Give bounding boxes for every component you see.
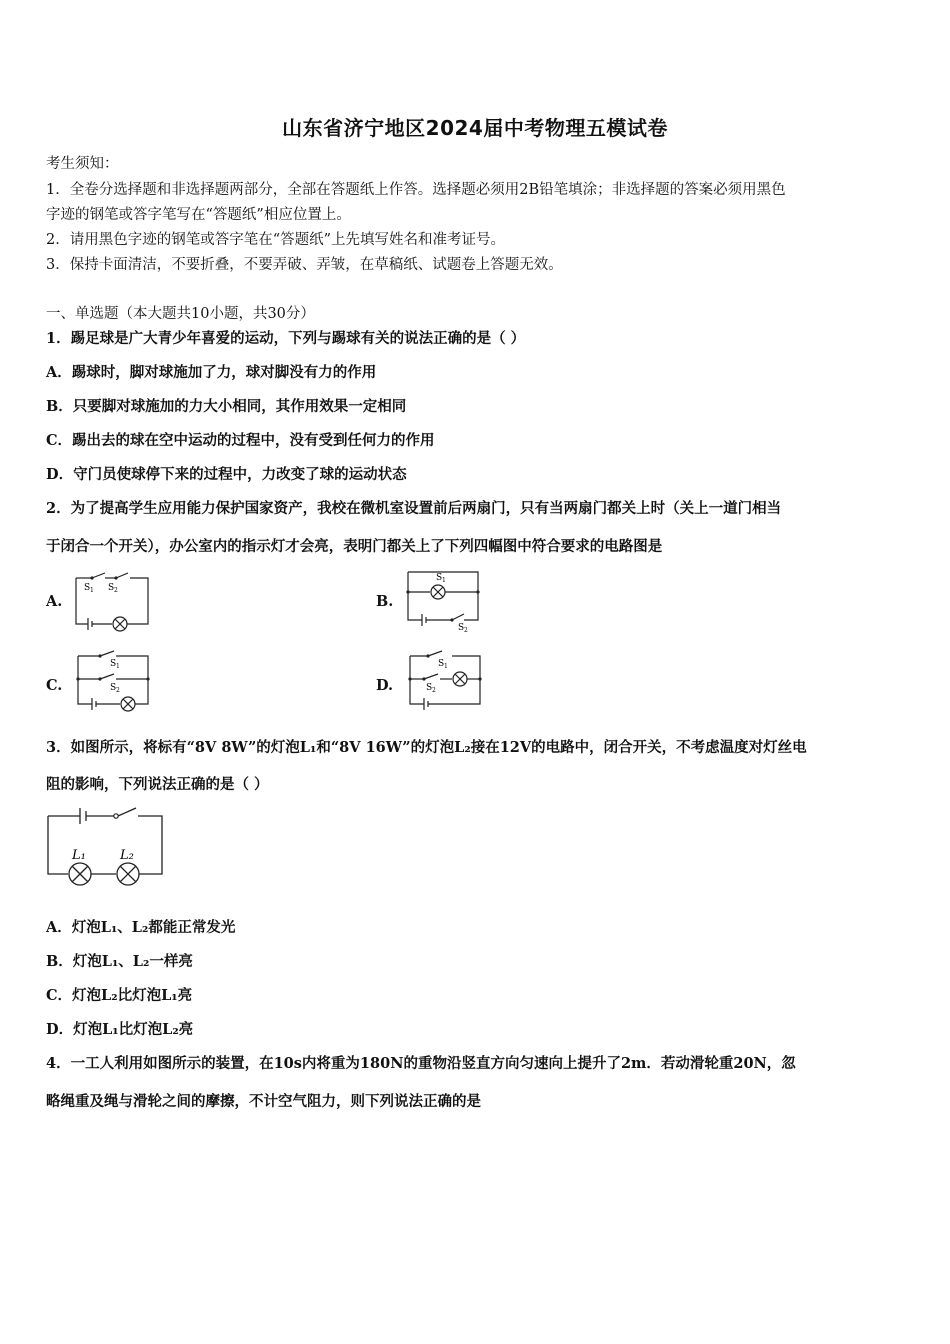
switch-s1-sub: 1	[90, 587, 94, 594]
lamp-l2-label: L₂	[120, 848, 134, 863]
switch-s1-sub: 1	[442, 577, 446, 584]
q3-option-b: B．灯泡L₁、L₂一样亮	[46, 953, 193, 970]
q3-stem-line2: 阻的影响，下列说法正确的是（ ）	[46, 776, 269, 793]
switch-s2-label: S	[108, 583, 115, 593]
switch-s1-label: S	[438, 659, 445, 669]
notice-item: 字迹的钢笔或答字笔写在“答题纸”相应位置上。	[46, 207, 351, 223]
section-heading: 一、单选题（本大题共10小题，共30分）	[46, 306, 315, 322]
switch-s1-sub: 1	[116, 663, 120, 670]
switch-s2-sub: 2	[432, 687, 436, 694]
q3-option-a: A．灯泡L₁、L₂都能正常发光	[46, 919, 236, 936]
switch-s1-label: S	[436, 573, 443, 583]
q3-option-c: C．灯泡L₂比灯泡L₁亮	[46, 987, 193, 1004]
switch-s2-sub: 2	[116, 687, 120, 694]
q1-option-b: B．只要脚对球施加的力大小相同，其作用效果一定相同	[46, 398, 407, 415]
q4-stem-line1: 4．一工人利用如图所示的装置，在10s内将重为180N的重物沿竖直方向匀速向上提升了2m．若动滑轮重20N，忽	[46, 1055, 796, 1072]
switch-s1-label: S	[110, 659, 117, 669]
notice-item: 2．请用黑色字迹的钢笔或答字笔在“答题纸”上先填写姓名和准考证号。	[46, 232, 506, 248]
circuit-q3-diagram	[44, 804, 170, 888]
switch-s2-sub: 2	[464, 627, 468, 634]
notice-item: 3．保持卡面清洁，不要折叠，不要弄破、弄皱，在草稿纸、试题卷上答题无效。	[46, 257, 563, 273]
circuit-a-diagram	[70, 566, 160, 632]
page-title: 山东省济宁地区2024届中考物理五模试卷	[282, 116, 668, 140]
q1-option-d: D．守门员使球停下来的过程中，力改变了球的运动状态	[46, 466, 407, 483]
notice-heading: 考生须知：	[46, 156, 119, 172]
circuit-c-diagram	[70, 650, 160, 716]
q2-label-d: D.	[376, 677, 394, 694]
switch-s2-label: S	[458, 623, 465, 633]
q2-label-c: C.	[46, 677, 63, 694]
switch-s2-sub: 2	[114, 587, 118, 594]
switch-s1-label: S	[84, 583, 91, 593]
q1-stem: 1．踢足球是广大青少年喜爱的运动，下列与踢球有关的说法正确的是（ ）	[46, 330, 526, 347]
circuit-b-diagram	[402, 566, 492, 632]
notice-item: 1．全卷分选择题和非选择题两部分，全部在答题纸上作答。选择题必须用2B铅笔填涂；非选择题的答案必须用黑色	[46, 182, 786, 198]
q2-stem-line2: 于闭合一个开关），办公室内的指示灯才会亮，表明门都关上了下列四幅图中符合要求的电路图是	[46, 538, 663, 555]
q3-option-d: D．灯泡L₁比灯泡L₂亮	[46, 1021, 194, 1038]
switch-s2-label: S	[110, 683, 117, 693]
lamp-l1-label: L₁	[72, 848, 86, 863]
q2-label-a: A.	[46, 593, 63, 610]
switch-s2-label: S	[426, 683, 433, 693]
circuit-d-diagram	[402, 650, 492, 716]
q3-stem-line1: 3．如图所示，将标有“8V 8W”的灯泡L₁和“8V 16W”的灯泡L₂接在12V的电路中，闭合开关，不考虑温度对灯丝电	[46, 739, 807, 756]
q4-stem-line2: 略绳重及绳与滑轮之间的摩擦，不计空气阻力，则下列说法正确的是	[46, 1093, 481, 1110]
switch-s1-sub: 1	[444, 663, 448, 670]
q1-option-a: A．踢球时，脚对球施加了力，球对脚没有力的作用	[46, 364, 377, 381]
q2-stem-line1: 2．为了提高学生应用能力保护国家资产，我校在微机室设置前后两扇门，只有当两扇门都关上时（关上一道门相当	[46, 500, 782, 517]
q2-label-b: B.	[376, 593, 394, 610]
q1-option-c: C．踢出去的球在空中运动的过程中，没有受到任何力的作用	[46, 432, 435, 449]
